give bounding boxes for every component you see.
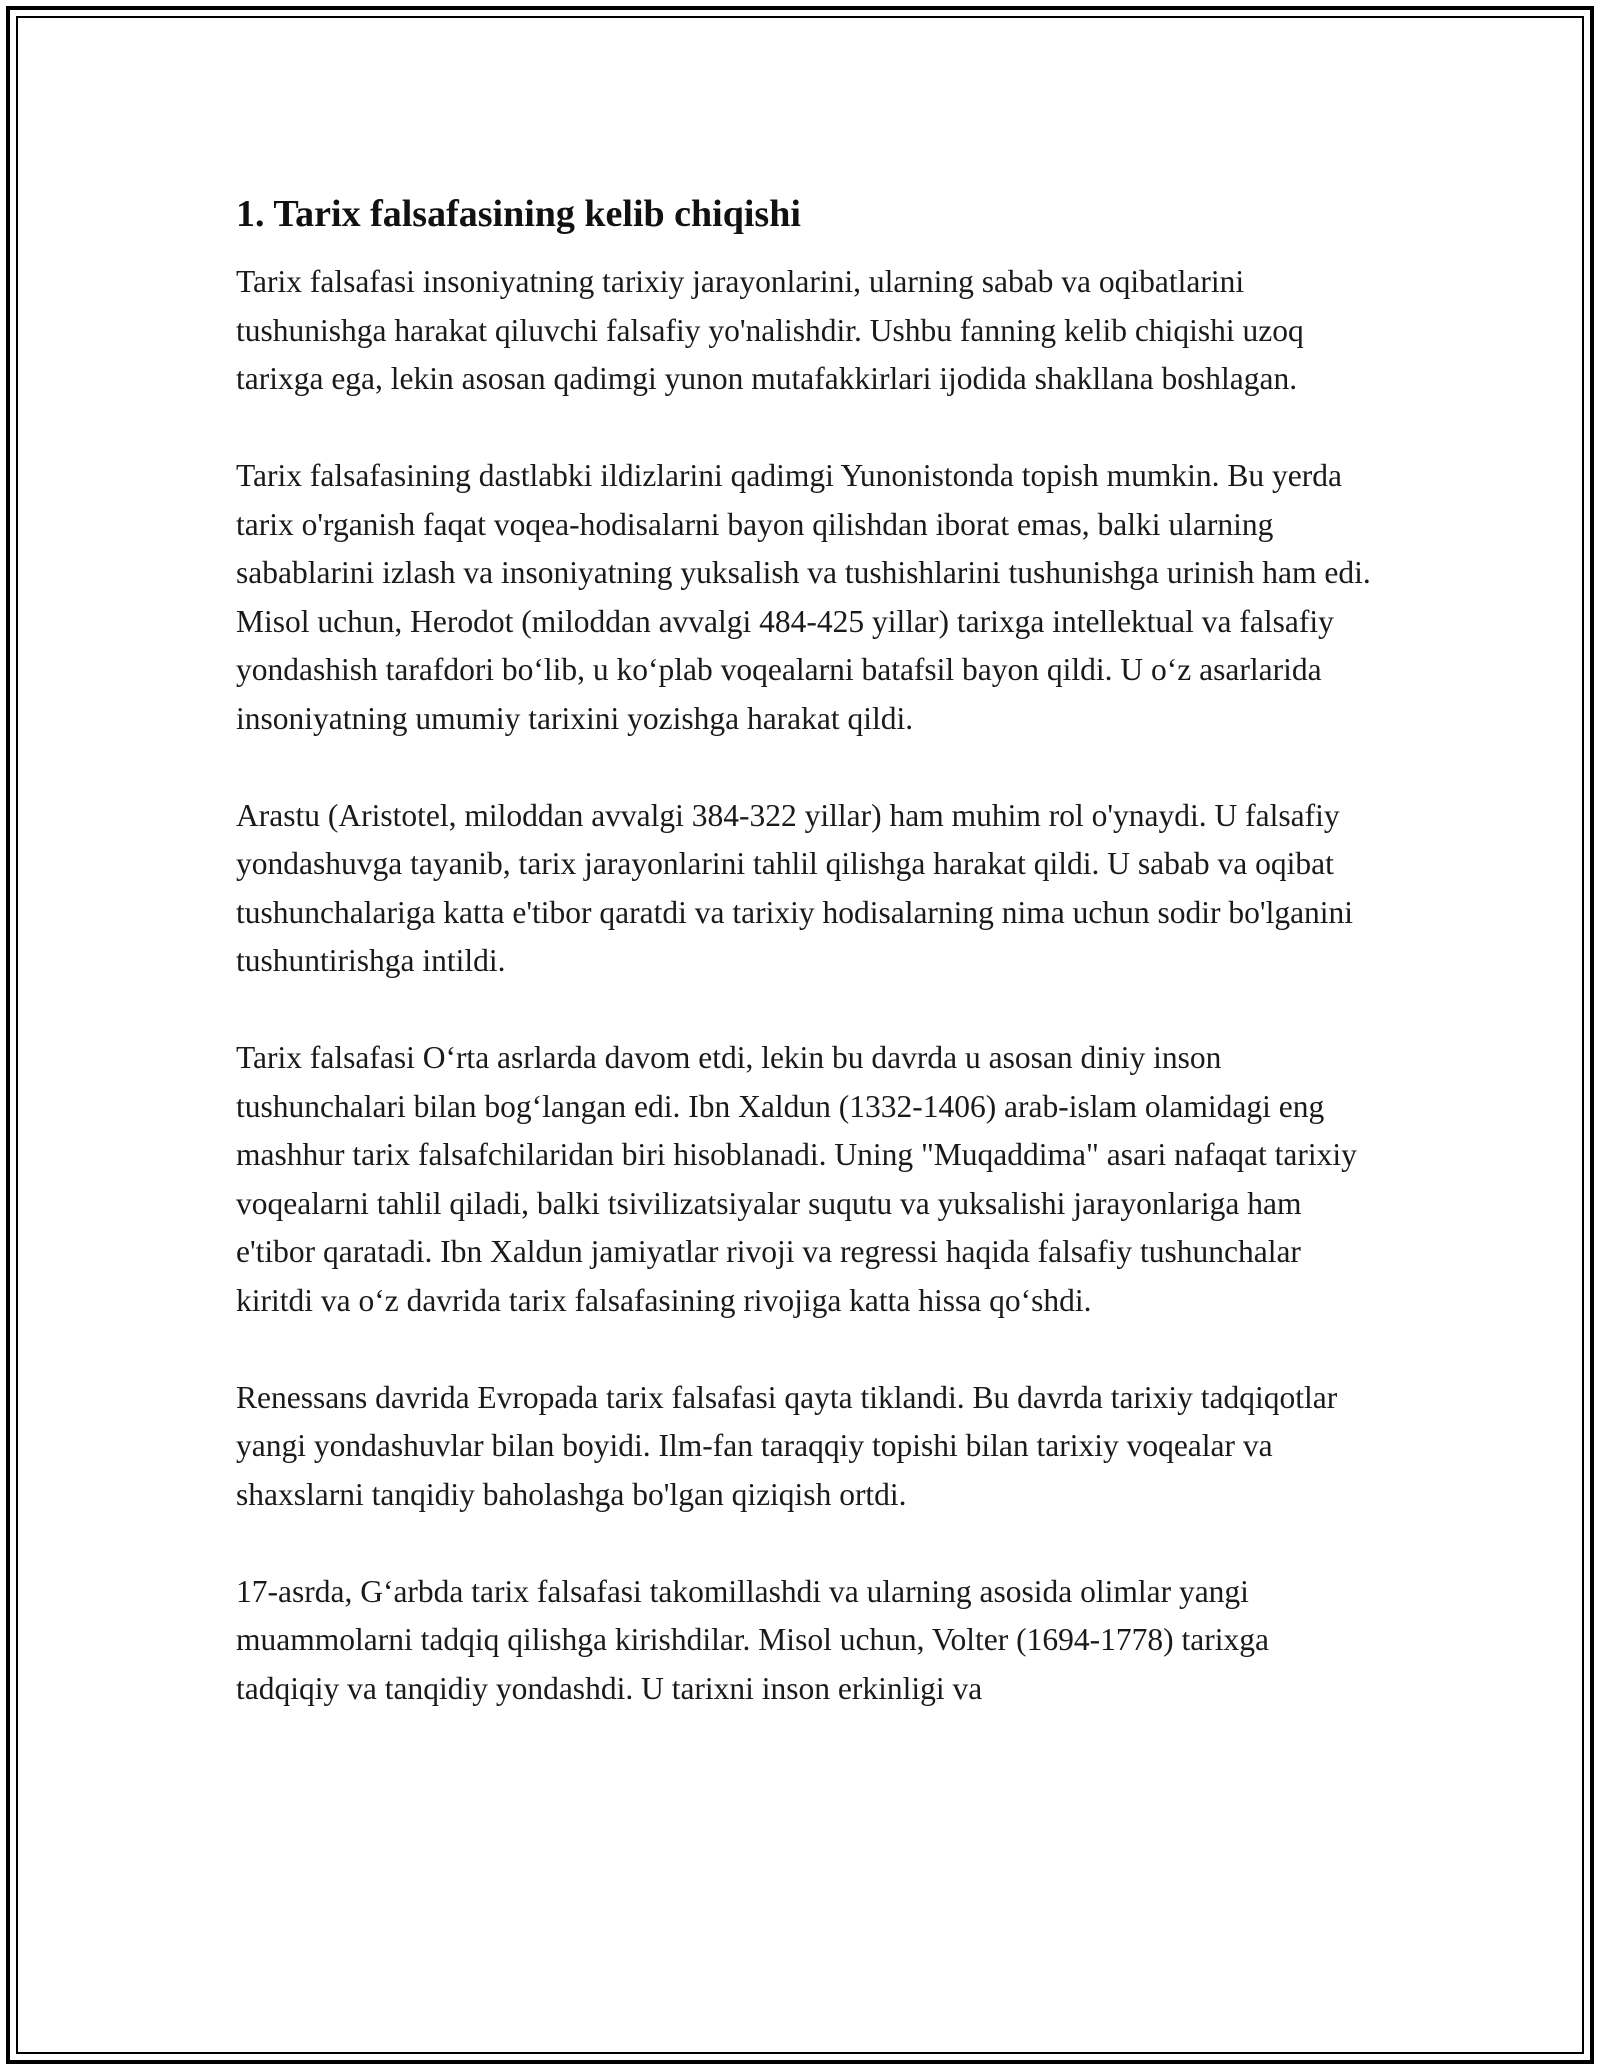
- paragraph: Arastu (Aristotel, miloddan avvalgi 384-322 yillar) ham muhim rol o'ynaydi. U falsafiy yondashuvga tayanib, tarix jarayonlarini tahlil qilishga harakat qildi. U sabab va oqibat tushunchalariga katta e'tibor qaratdi va tarixiy hodisalarning nima uchun sodir bo'lganini tushuntirishga intildi.: [236, 797, 1354, 978]
- document-body: [236, 186, 1376, 1713]
- paragraph: Tarix falsafasi insoniyatning tarixiy jarayonlarini, ularning sabab va oqibatlarini tushunishga harakat qiluvchi falsafiy yo'nalishdir. Ushbu fanning kelib chiqishi uzoq tarixga ega, lekin asosan qadimgi yunon mutafakkirlari ijodida shakllana boshlagan.: [236, 264, 1304, 396]
- paragraph: 17-asrda, G‘arbda tarix falsafasi takomillashdi va ularning asosida olimlar yangi muammolarni tadqiq qilishga kirishdilar. Misol uchun, Volter (1694-1778) tarixga tadqiqiy va tanqidiy yondashdi. U tarixni inson erkinligi va: [236, 1573, 1269, 1706]
- paragraph: Tarix falsafasi O‘rta asrlarda davom etdi, lekin bu davrda u asosan diniy inson tushunchalari bilan bog‘langan edi. Ibn Xaldun (1332-1406) arab-islam olamidagi eng mashhur tarix falsafchilaridan biri hisoblanadi. Uning "Muqaddima" asari nafaqat tarixiy voqealarni tahlil qiladi, balki tsivilizatsiyalar suqutu va yuksalishi jarayonlariga ham e'tibor qaratadi. Ibn Xaldun jamiyatlar rivoji va regressi haqida falsafiy tushunchalar kiritdi va o‘z davrida tarix falsafasining rivojiga katta hissa qo‘shdi.: [236, 1040, 1357, 1318]
- paragraph: Tarix falsafasining dastlabki ildizlarini qadimgi Yunonistonda topish mumkin. Bu yerda tarix o'rganish faqat voqea-hodisalarni bayon qilishdan iborat emas, balki ularning sabablarini izlash va insoniyatning yuksalish va tushishlarini tushunishga urinish ham edi. Misol uchun, Herodot (miloddan avvalgi 484-425 yillar) tarixga intellektual va falsafiy yondashish tarafdori bo‘lib, u ko‘plab voqealarni batafsil bayon qildi. U o‘z asarlarida insoniyatning umumiy tarixini yozishga harakat qildi.: [236, 458, 1371, 736]
- section-heading: 1. Tarix falsafasining kelib chiqishi: [236, 193, 801, 235]
- paragraph: Renessans davrida Evropada tarix falsafasi qayta tiklandi. Bu davrda tarixiy tadqiqotlar yangi yondashuvlar bilan boyidi. Ilm-fan taraqqiy topishi bilan tarixiy voqealar va shaxslarni tanqidiy baholashga bo'lgan qiziqish ortdi.: [236, 1379, 1338, 1512]
